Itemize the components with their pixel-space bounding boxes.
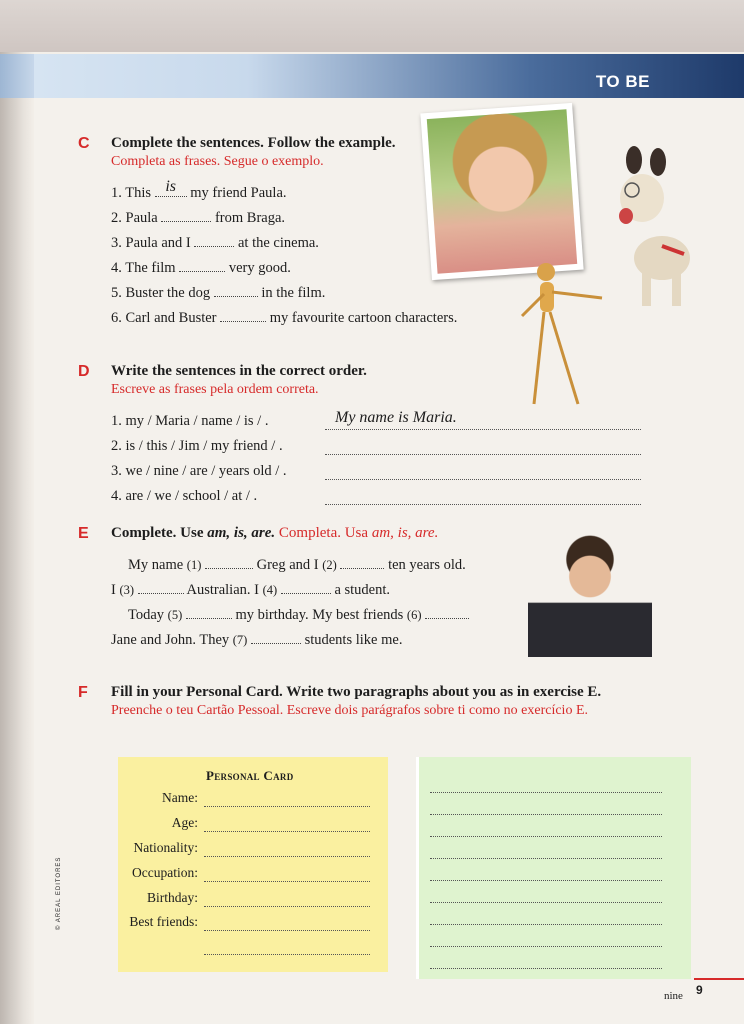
paragraph-line[interactable] [430,932,662,947]
girl-photo [420,103,583,280]
section-c-instruction-pt: Completa as frases. Segue o exemplo. [111,154,324,169]
card-label-nationality: Nationality: [133,840,198,855]
card-label-best-friends: Best friends: [129,914,198,929]
header-bar-left [0,54,34,98]
c-item-2: 2. Paula from Braga. [111,210,286,226]
section-d-instruction-pt: Escreve as frases pela ordem correta. [111,382,319,397]
section-d-letter: D [78,363,90,380]
d-item-2-prompt: 2. is / this / Jim / my friend / . [111,438,283,454]
card-field-age[interactable] [204,817,370,832]
card-label-birthday: Birthday: [147,890,198,905]
d-item-1-answer: My name is Maria. [335,409,457,426]
d-item-4-answer-field[interactable] [325,486,641,505]
e-blank-6[interactable] [425,606,469,619]
paragraph-line[interactable] [430,888,662,903]
d-item-2-answer-field[interactable] [325,436,641,455]
card-field-best-friends-2[interactable] [204,940,370,955]
c-item-1-blank[interactable]: is [155,184,187,197]
boy-photo [528,535,652,657]
section-f-instruction-pt: Preenche o teu Cartão Pessoal. Escreve dois parágrafos sobre ti como no exercício E. [111,703,588,718]
c-item-3-blank[interactable] [194,234,234,247]
c-item-6-blank[interactable] [220,309,266,322]
section-d-instruction: Write the sentences in the correct order. [111,363,367,379]
personal-card-title: Personal Card [206,768,294,783]
card-field-name[interactable] [204,792,370,807]
card-label-name: Name: [162,790,198,805]
e-blank-3[interactable] [138,581,184,594]
e-blank-5[interactable] [186,606,232,619]
footer-rule [694,978,744,980]
e-line-4: Jane and John. They (7) students like me. [111,632,403,648]
e-blank-4[interactable] [281,581,331,594]
c-item-4: 4. The film very good. [111,260,291,276]
section-f-letter: F [78,684,88,701]
paragraph-line[interactable] [430,910,662,925]
c-item-5: 5. Buster the dog in the film. [111,285,326,301]
e-line-1: My name (1) Greg and I (2) ten years old. [128,557,466,573]
d-item-1-prompt: 1. my / Maria / name / is / . [111,413,269,429]
d-item-1-answer-field[interactable] [325,411,641,430]
paragraph-line[interactable] [430,822,662,837]
paragraph-line[interactable] [430,778,662,793]
card-field-occupation[interactable] [204,867,370,882]
paragraph-line[interactable] [430,844,662,859]
paragraph-line[interactable] [430,954,662,969]
card-label-occupation: Occupation: [132,865,198,880]
d-item-3-answer-field[interactable] [325,461,641,480]
section-e-instruction: Complete. Use am, is, are. Completa. Usa am, is, are. [111,525,439,541]
c-item-1: 1. This is my friend Paula. [111,178,287,201]
d-item-4-prompt: 4. are / we / school / at / . [111,488,258,504]
section-c-instruction: Complete the sentences. Follow the example. [111,135,396,151]
card-field-birthday[interactable] [204,892,370,907]
e-line-3: Today (5) my birthday. My best friends (6) [128,606,469,624]
cartoon-robot-illustration [516,258,612,408]
e-blank-7[interactable] [251,631,301,644]
section-f-instruction: Fill in your Personal Card. Write two paragraphs about you as in exercise E. [111,684,602,700]
e-blank-2[interactable] [340,556,384,569]
c-item-3: 3. Paula and I at the cinema. [111,235,319,251]
section-e-letter: E [78,525,89,542]
publisher-credit: © AREAL EDITORES [56,856,62,930]
c-item-2-blank[interactable] [161,209,211,222]
cartoon-dog-illustration [612,138,704,310]
page-number: 9 [696,983,703,997]
page-top-edge [0,0,744,52]
c-item-5-blank[interactable] [214,284,258,297]
paragraph-line[interactable] [430,800,662,815]
e-line-2: I (3) Australian. I (4) a student. [111,582,391,598]
card-label-age: Age: [171,815,198,830]
header-title: TO BE [595,72,650,91]
c-item-4-blank[interactable] [179,259,225,272]
page-number-word: nine [664,990,683,1002]
e-blank-1[interactable] [205,556,253,569]
card-field-best-friends[interactable] [204,916,370,931]
card-field-nationality[interactable] [204,842,370,857]
book-gutter [0,52,34,1024]
d-item-3-prompt: 3. we / nine / are / years old / . [111,463,287,479]
header-bar [34,54,744,98]
section-c-letter: C [78,135,90,152]
paragraph-line[interactable] [430,866,662,881]
c-item-6: 6. Carl and Buster my favourite cartoon characters. [111,310,458,326]
